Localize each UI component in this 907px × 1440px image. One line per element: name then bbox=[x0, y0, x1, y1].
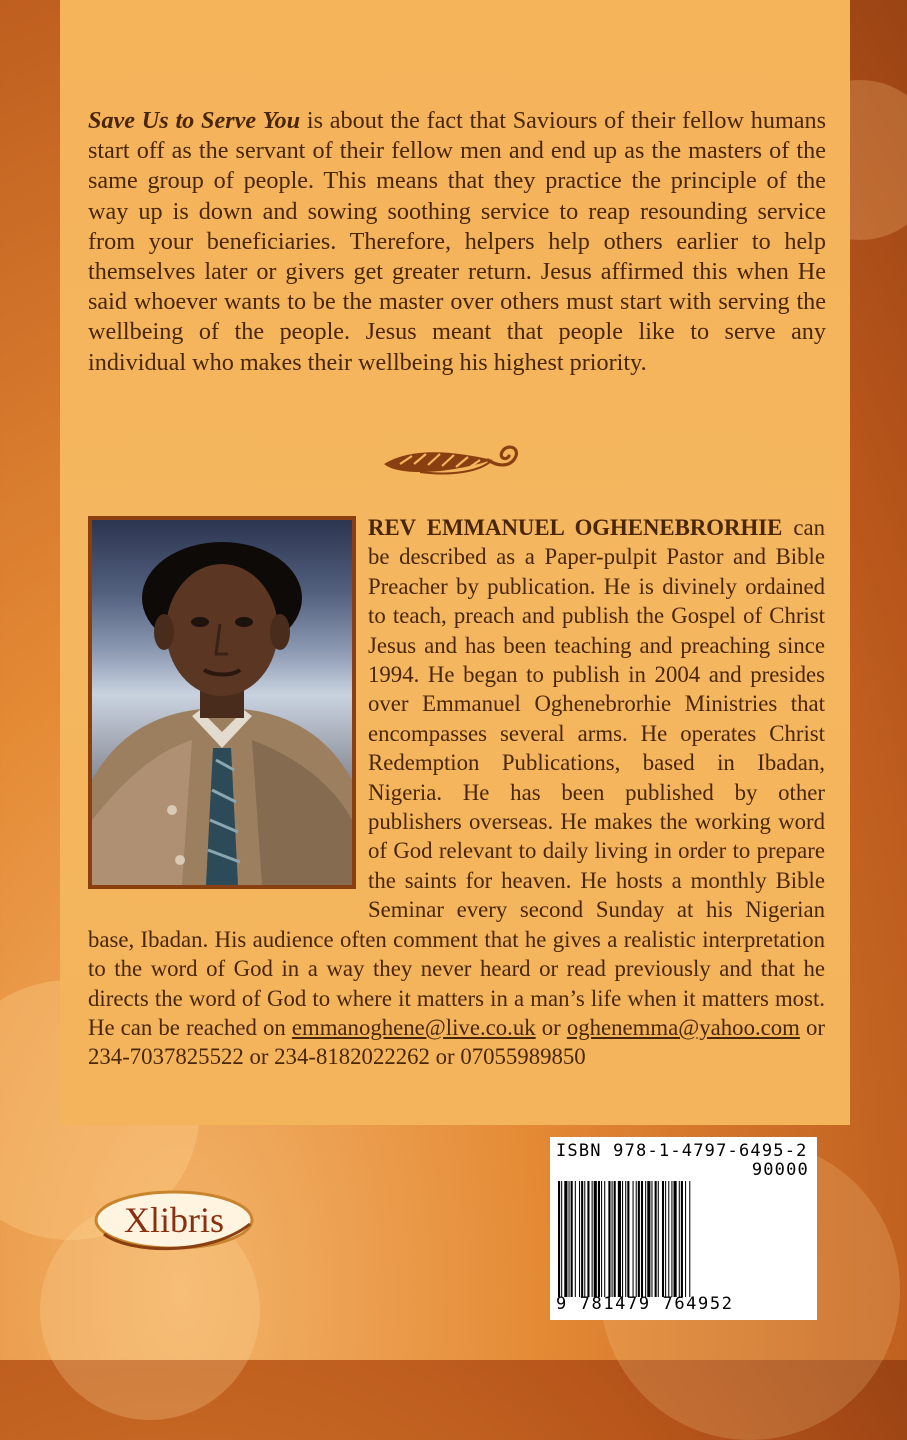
barcode-bar bbox=[645, 1181, 646, 1297]
barcode-bar bbox=[601, 1181, 602, 1297]
author-bio-text: can be described as a Paper-pulpit Pastor and Bible Preacher by publication. He is divinely ordained to teach, preach and publish the Gospel of Christ Jesus and has been teaching and preaching since 1994. He began to publish in 2004 and presides over Emmanuel Oghenebrorhie Ministries that encompasses several arms. He operates Christ Redemption Publications, based in Ibadan, Nigeria. He has been published by other publishers overseas. He makes the working word of God relevant to daily living in order to prepare the saints for heaven. He hosts a monthly Bible Seminar every second Sunday at his Nigerian base, Ibadan. His audience often comment that he gives a realistic interpretation to the word of God in a way they never heard or read previously and that he directs the word of God to where it matters in a man’s life when it matters most. He can be reached on bbox=[88, 515, 825, 1040]
barcode-bar bbox=[612, 1181, 613, 1297]
barcode-bar bbox=[655, 1181, 657, 1297]
barcode-bar bbox=[625, 1181, 626, 1297]
xlibris-logo bbox=[90, 1184, 256, 1256]
author-phones: or 234-7037825522 or 234-8182022262 or 07055989850 bbox=[88, 1014, 825, 1070]
barcode-bar bbox=[665, 1181, 666, 1297]
barcode-bar bbox=[564, 1181, 567, 1297]
price-code: 90000 bbox=[751, 1160, 809, 1180]
barcode-bar bbox=[681, 1181, 683, 1297]
barcode-bar bbox=[598, 1181, 600, 1297]
barcode-bar bbox=[641, 1181, 643, 1297]
flourish-ornament-icon bbox=[380, 442, 525, 490]
barcode-bar bbox=[618, 1181, 621, 1297]
barcode-bar bbox=[569, 1181, 570, 1297]
barcode-bar bbox=[651, 1181, 652, 1297]
barcode-bar bbox=[579, 1181, 580, 1297]
barcode-bar bbox=[587, 1181, 589, 1297]
isbn-barcode bbox=[550, 1137, 817, 1320]
barcode-bar bbox=[636, 1181, 637, 1297]
isbn-number: ISBN 978-1-4797-6495-2 bbox=[556, 1141, 808, 1161]
barcode-bar bbox=[592, 1181, 593, 1297]
barcode-bar bbox=[594, 1181, 597, 1297]
barcode-bar bbox=[558, 1181, 560, 1297]
book-blurb bbox=[88, 106, 826, 378]
barcode-bar bbox=[647, 1181, 650, 1297]
barcode-bar bbox=[571, 1181, 573, 1297]
author-name: REV EMMANUEL OGHENEBRORHIE bbox=[368, 515, 783, 540]
email-link-live[interactable]: emmanoghene@live.co.uk bbox=[291, 1014, 536, 1040]
book-title: Save Us to Serve You bbox=[88, 107, 301, 134]
barcode-bar bbox=[671, 1181, 672, 1297]
bio-separator: or bbox=[535, 1014, 567, 1040]
barcode-bar bbox=[668, 1181, 669, 1297]
barcode-bar bbox=[627, 1181, 629, 1297]
ean-number: 9 781479 764952 bbox=[556, 1294, 734, 1314]
barcode-bar bbox=[575, 1181, 576, 1297]
barcode-bar bbox=[674, 1181, 677, 1297]
barcode-bar bbox=[584, 1181, 585, 1297]
logo-text: Xlibris bbox=[123, 1200, 225, 1240]
barcode-bar bbox=[633, 1181, 634, 1297]
barcode-bar bbox=[581, 1181, 583, 1297]
author-bio bbox=[88, 513, 825, 1072]
barcode-bar bbox=[622, 1181, 623, 1297]
barcode-bar bbox=[638, 1181, 640, 1297]
barcode-bar bbox=[658, 1181, 659, 1297]
barcode-bar bbox=[689, 1181, 690, 1297]
barcode-bar bbox=[685, 1181, 686, 1297]
email-link-yahoo[interactable]: oghenemma@yahoo.com bbox=[566, 1014, 800, 1040]
barcode-bar bbox=[608, 1181, 610, 1297]
barcode-bar bbox=[679, 1181, 680, 1297]
barcode-bars bbox=[558, 1181, 810, 1297]
barcode-bar bbox=[604, 1181, 605, 1297]
blurb-text: is about the fact that Saviours of their fellow humans start off as the servant of their fellow men and end up as the masters of the same group of people. This means that they practice the principle of the way up is down and sowing soothing service to reap resounding service from your beneficiaries. Therefore, helpers help others earlier to help themselves later or givers get greater return. Jesus affirmed this when He said whoever wants to be the master over others must start with serving the wellbeing of the people. Jesus meant that people like to serve any individual who makes their wellbeing his highest priority. bbox=[88, 107, 826, 376]
barcode-bar bbox=[614, 1181, 616, 1297]
barcode-bar bbox=[662, 1181, 664, 1297]
barcode-bar bbox=[561, 1181, 562, 1297]
